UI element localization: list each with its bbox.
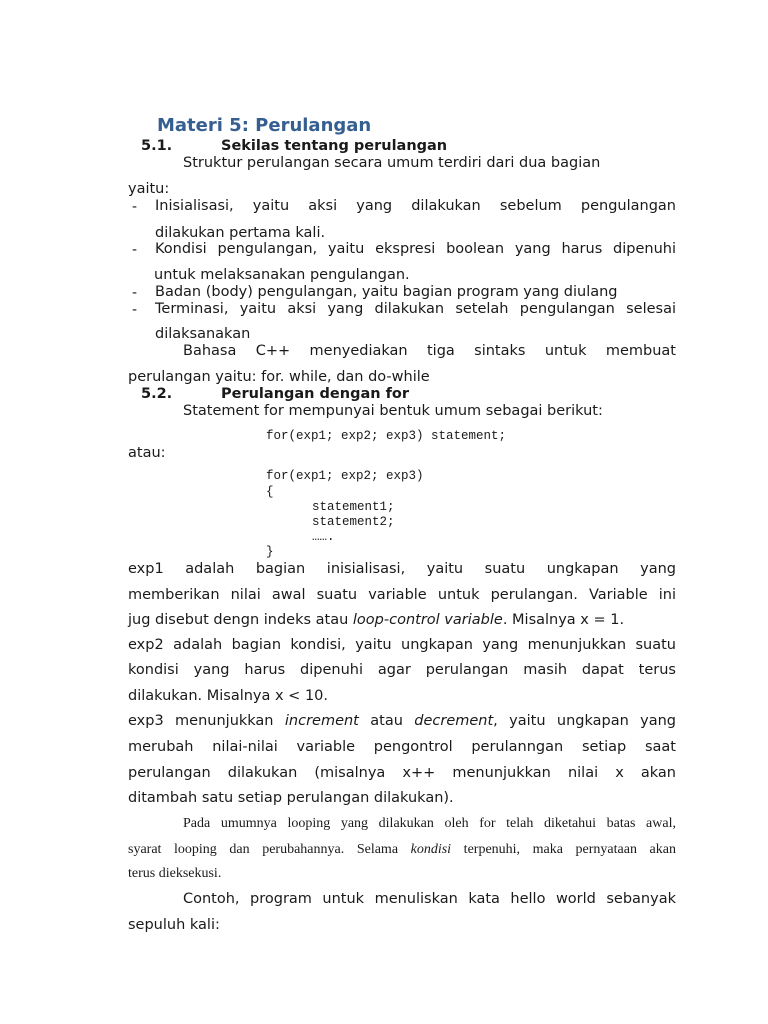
exp2-line-3: dilakukan. Misalnya x < 10. [128,688,329,704]
exp3-line-3: perulangan dilakukan (misalnya x++ menunjukkan nilai x akan [128,765,676,781]
bullet-2-line-1: Kondisi pengulangan, yaitu ekspresi boolean yang harus dipenuhi [155,241,676,257]
serif-para-line-2a: syarat looping dan perubahannya. Selama [128,842,411,857]
serif-para-kondisi: kondisi [410,842,452,857]
atau-label: atau: [128,445,166,461]
bullet-marker-3: - [132,285,138,301]
code-block-line-2: { [266,485,274,499]
exp1-line-1: exp1 adalah bagian inisialisasi, yaitu suatu ungkapan yang [128,561,676,577]
bullet-1-line-2: dilakukan pertama kali. [155,225,326,241]
serif-para-line-3: terus dieksekusi. [128,866,222,881]
intro-line-1: Struktur perulangan secara umum terdiri dari dua bagian [183,155,601,171]
code-block-line-3: statement1; [312,500,395,514]
code-block-line-1: for(exp1; exp2; exp3) [266,469,424,483]
contoh-line-2: sepuluh kali: [128,917,220,933]
bullet-marker-2: - [132,242,138,258]
exp1-line-2: memberikan nilai awal suatu variable untuk perulangan. Variable ini [128,587,676,603]
exp3-decrement: decrement [414,713,494,729]
cpp-line-2: perulangan yaitu: for. while, dan do-while [128,369,430,385]
exp1-line-3a: jug disebut dengn indeks atau [128,612,353,628]
exp3-line-1e: , yaitu ungkapan yang [493,713,677,729]
section-heading-5-1: Sekilas tentang perulangan [221,138,448,154]
page-title: Materi 5: Perulangan [157,115,372,136]
section-number-5-1: 5.1. [141,138,173,154]
serif-para-line-2 [128,842,676,858]
exp3-line-1 [128,713,676,729]
code-line-single: for(exp1; exp2; exp3) statement; [266,429,507,443]
serif-para-line-2c: terpenuhi, maka pernyataan akan [451,842,676,857]
exp3-line-1c: atau [358,713,415,729]
exp2-line-1: exp2 adalah bagian kondisi, yaitu ungkapan yang menunjukkan suatu [128,637,676,653]
bullet-1-line-1: Inisialisasi, yaitu aksi yang dilakukan sebelum pengulangan [155,198,676,214]
section-number-5-2: 5.2. [141,386,173,402]
bullet-3-line-1: Badan (body) pengulangan, yaitu bagian program yang diulang [155,284,618,300]
exp1-line-3c: . Misalnya x = 1. [502,612,625,628]
exp2-line-2: kondisi yang harus dipenuhi agar perulangan masih dapat terus [128,662,676,678]
exp3-line-1a: exp3 menunjukkan [128,713,285,729]
for-intro: Statement for mempunyai bentuk umum sebagai berikut: [183,403,603,419]
exp1-line-3 [128,612,624,628]
serif-para-line-1: Pada umumnya looping yang dilakukan oleh for telah diketahui batas awal, [183,816,676,831]
exp3-line-2: merubah nilai-nilai variable pengontrol perulanngan setiap saat [128,739,676,755]
bullet-4-line-1: Terminasi, yaitu aksi yang dilakukan setelah pengulangan selesai [155,301,676,317]
contoh-line-1: Contoh, program untuk menuliskan kata hello world sebanyak [183,891,676,907]
code-block-line-6: } [266,545,274,559]
intro-line-2: yaitu: [128,181,170,197]
exp3-line-4: ditambah satu setiap perulangan dilakukan). [128,790,454,806]
exp3-increment: increment [284,713,359,729]
bullet-4-line-2: dilaksanakan [155,326,251,342]
code-block-line-4: statement2; [312,515,395,529]
bullet-marker-4: - [132,302,138,318]
cpp-line-1: Bahasa C++ menyediakan tiga sintaks untuk membuat [183,343,676,359]
bullet-2-line-2: untuk melaksanakan pengulangan. [154,267,410,283]
section-heading-5-2: Perulangan dengan for [221,386,410,402]
exp1-line-3-italic: loop-control variable [352,612,503,628]
code-block-line-5: ……. [312,530,335,544]
bullet-marker-1: - [132,199,138,215]
